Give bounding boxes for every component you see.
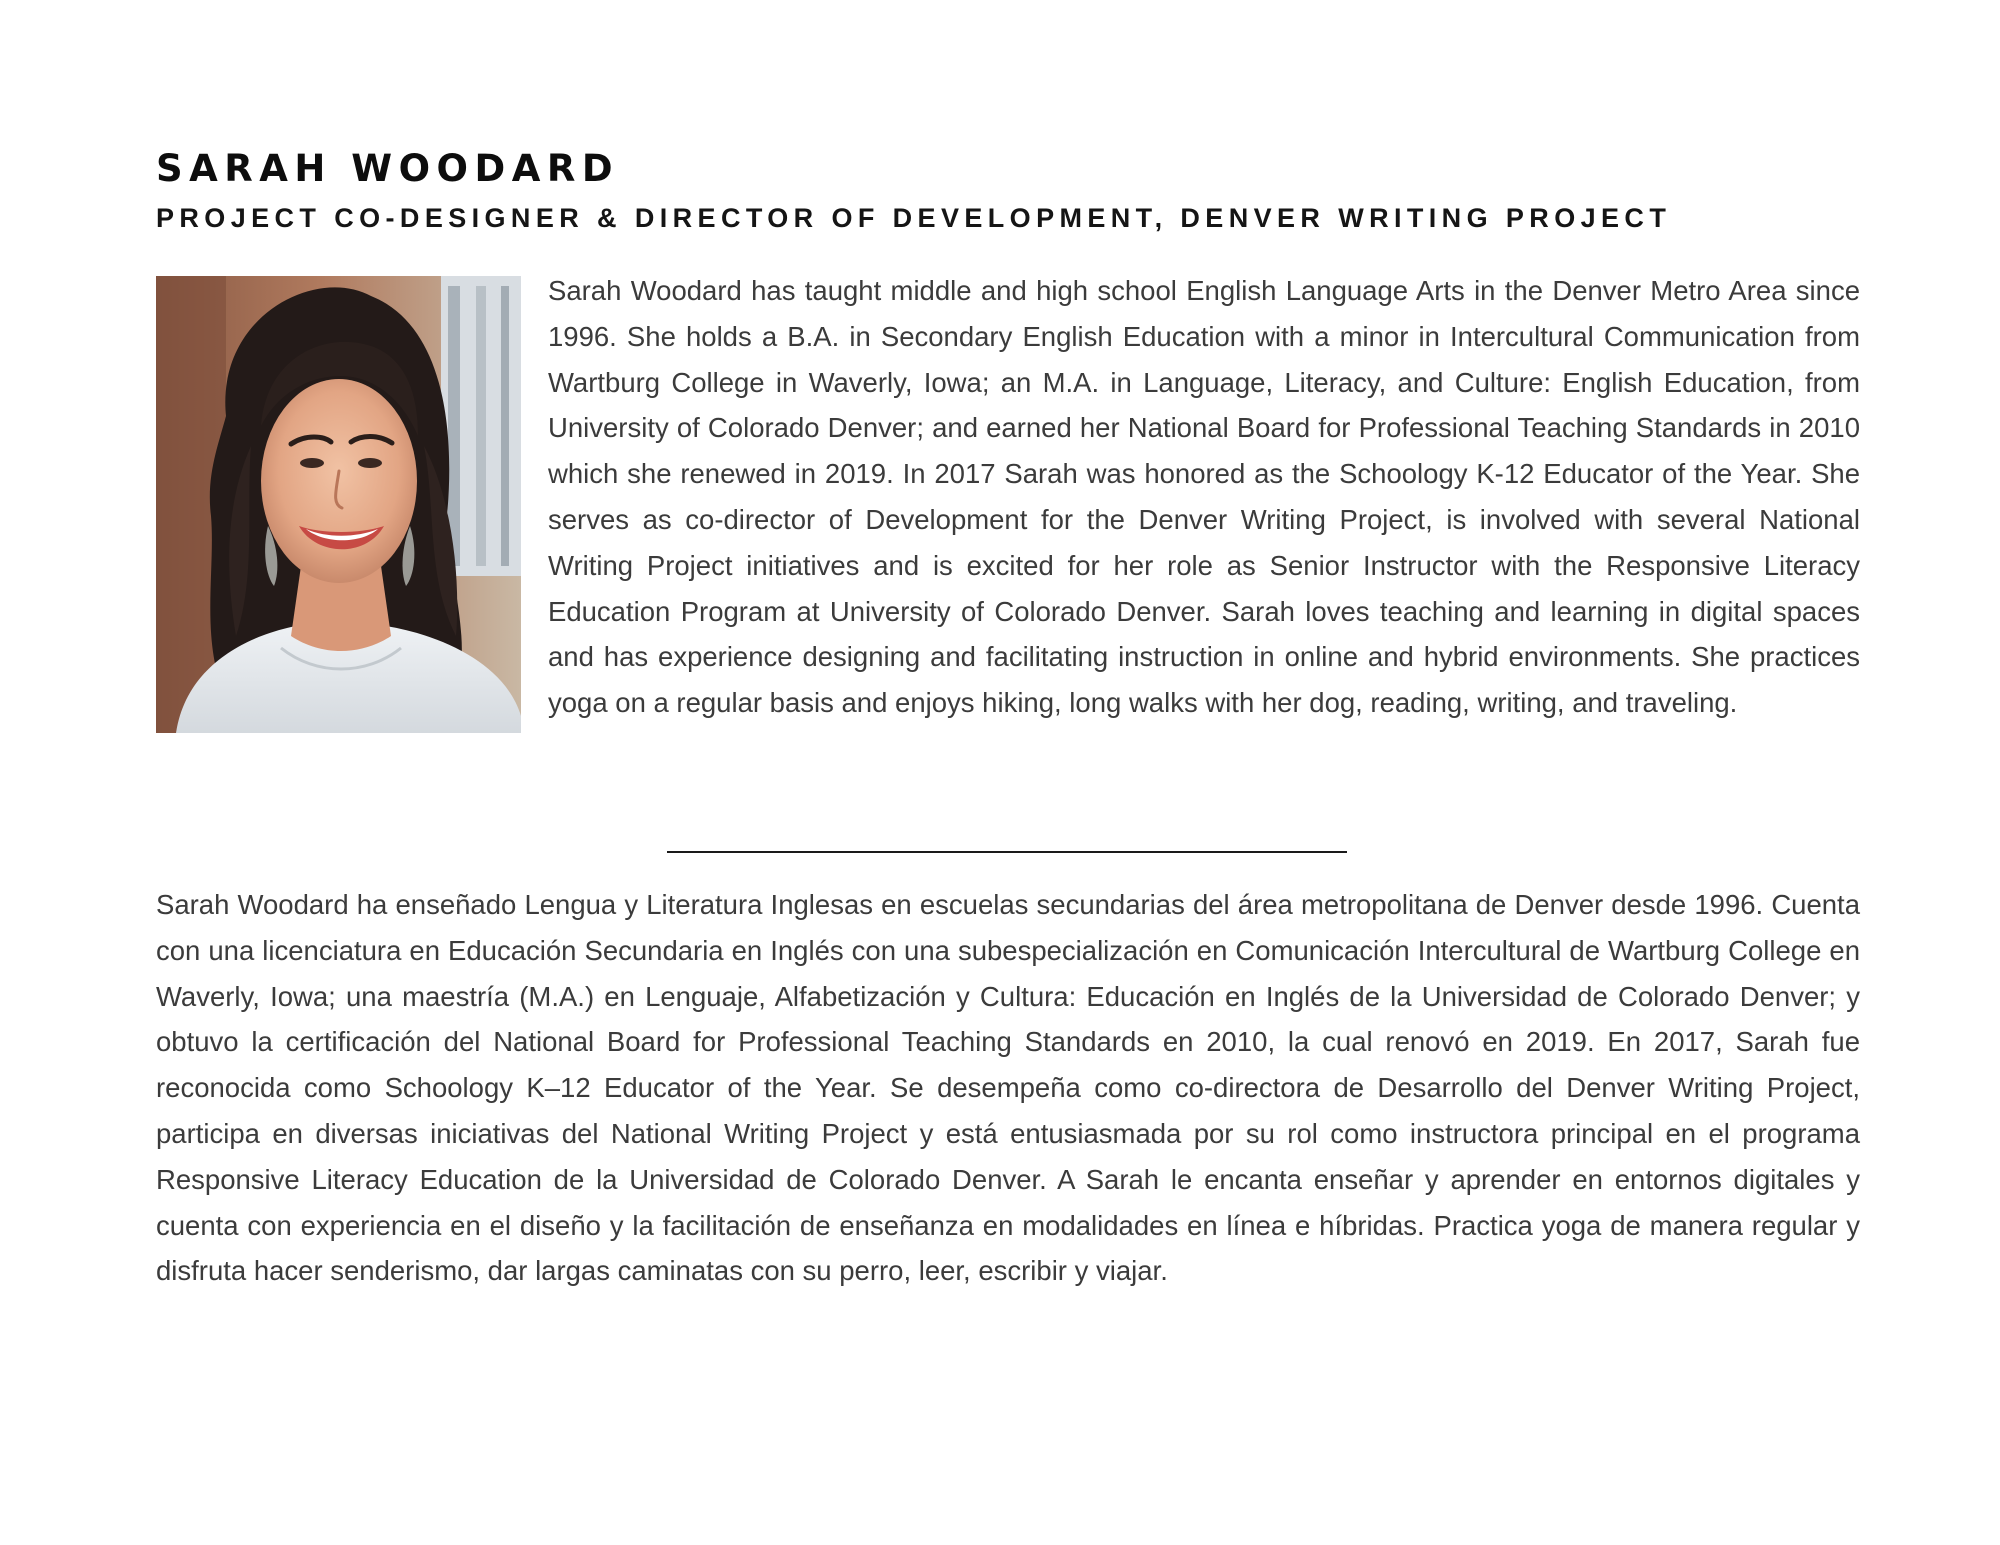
- bio-spanish: Sarah Woodard ha enseñado Lengua y Literatura Inglesas en escuelas secundarias del área metropolitana de Denver desde 1996. Cuenta con una licenciatura en Educación Secundaria en Inglés con una subespecialización en Comunicación Intercultural de Wartburg College en Waverly, Iowa; una maestría (M.A.) en Lenguaje, Alfabetización y Cultura: Educación en Inglés de la Universidad de Colorado Denver; y obtuvo la certificación del National Board for Professional Teaching Standards en 2010, la cual renovó en 2019. En 2017, Sarah fue reconocida como Schoology K–12 Educator of the Year. Se desempeña como co-directora de Desarrollo del Denver Writing Project, participa en diversas iniciativas del National Writing Project y está entusiasmada por su rol como instructora principal en el programa Responsive Literacy Education de la Universidad de Colorado Denver. A Sarah le encanta enseñar y aprender en entornos digitales y cuenta con experiencia en el diseño y la facilitación de enseñanza en modalidades en línea e híbridas. Practica yoga de manera regular y disfruta hacer senderismo, dar largas caminatas con su perro, leer, escribir y viajar.: [156, 889, 1860, 1287]
- bio-english: Sarah Woodard has taught middle and high school English Language Arts in the Denver Metro Area since 1996. She holds a B.A. in Secondary English Education with a minor in Intercultural Communication from Wartburg College in Waverly, Iowa; an M.A. in Language, Literacy, and Culture: English Education, from University of Colorado Denver; and earned her National Board for Professional Teaching Standards in 2010 which she renewed in 2019. In 2017 Sarah was honored as the Schoology K-12 Educator of the Year. She serves as co-director of Development for the Denver Writing Project, is involved with several National Writing Project initiatives and is excited for her role as Senior Instructor with the Responsive Literacy Education Program at University of Colorado Denver. Sarah loves teaching and learning in digital spaces and has experience designing and facilitating instruction in online and hybrid environments. She practices yoga on a regular basis and enjoys hiking, long walks with her dog, reading, writing, and traveling.: [548, 275, 1860, 719]
- person-name: SARAH WOODARD: [156, 147, 620, 190]
- person-role: PROJECT CO-DESIGNER & DIRECTOR OF DEVELOPMENT, DENVER WRITING PROJECT: [156, 203, 1672, 233]
- portrait-photo: [156, 276, 521, 733]
- section-divider: [667, 851, 1347, 853]
